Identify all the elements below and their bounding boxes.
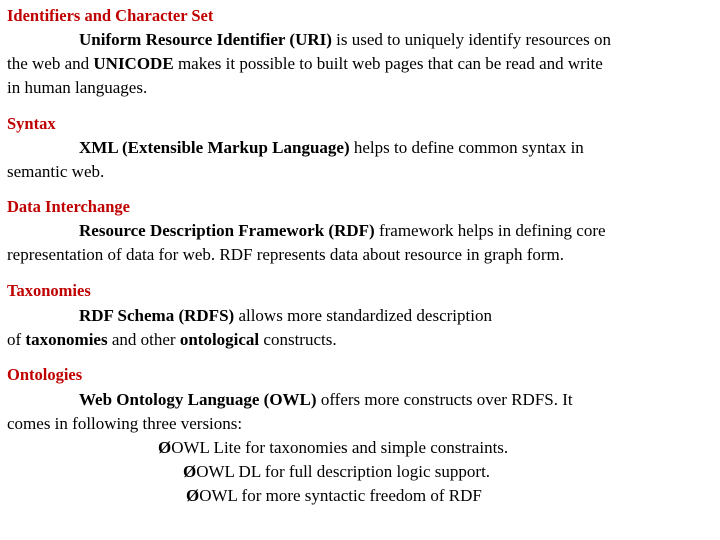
- bullet-text: OWL Lite for taxonomies and simple constraints.: [171, 438, 509, 457]
- section-title-data-interchange: Data Interchange: [7, 197, 130, 216]
- section-identifiers-line-1: [7, 28, 720, 52]
- term-ontological: ontological: [179, 330, 260, 349]
- text-span: allows more standardized description: [234, 306, 492, 325]
- section-data-interchange-line-1: [7, 219, 720, 243]
- section-ontologies-line-2: comes in following three versions:: [7, 414, 243, 433]
- text-span: makes it possible to built web pages that can be read and write: [173, 54, 603, 73]
- bullet-text: OWL DL for full description logic support.: [196, 462, 491, 481]
- text-span: helps to define common syntax in: [349, 138, 584, 157]
- section-identifiers-line-3: in human languages.: [7, 78, 148, 97]
- arrow-bullet-icon: Ø: [186, 486, 200, 505]
- text-span: framework helps in defining core: [374, 221, 606, 240]
- term-uri: Uniform Resource Identifier (URI): [79, 30, 332, 49]
- section-identifiers-line-2: [7, 52, 713, 76]
- text-span: the web and: [7, 54, 94, 73]
- section-title-identifiers: Identifiers and Character Set: [7, 6, 214, 25]
- term-xml: XML (Extensible Markup Language): [79, 138, 350, 157]
- text-span: constructs.: [259, 330, 337, 349]
- text-span: offers more constructs over RDFS. It: [316, 390, 573, 409]
- section-title-taxonomies: Taxonomies: [7, 281, 91, 300]
- term-unicode: UNICODE: [93, 54, 174, 73]
- section-syntax-line-1: [7, 136, 720, 160]
- bullet-text: OWL for more syntactic freedom of RDF: [199, 486, 482, 505]
- section-ontologies-line-1: [7, 388, 720, 412]
- section-taxonomies-line-2: [7, 328, 713, 352]
- text-span: is used to uniquely identify resources on: [331, 30, 611, 49]
- text-span: and other: [107, 330, 180, 349]
- term-rdfs: RDF Schema (RDFS): [79, 306, 235, 325]
- section-title-syntax: Syntax: [7, 114, 56, 133]
- term-rdf: Resource Description Framework (RDF): [79, 221, 375, 240]
- text-span: of: [7, 330, 26, 349]
- section-title-ontologies: Ontologies: [7, 365, 83, 384]
- bullet-item: [158, 436, 508, 460]
- term-owl: Web Ontology Language (OWL): [79, 390, 317, 409]
- term-taxonomies: taxonomies: [25, 330, 108, 349]
- bullet-item: [186, 484, 482, 508]
- arrow-bullet-icon: Ø: [183, 462, 197, 481]
- section-taxonomies-line-1: [7, 304, 720, 328]
- section-data-interchange-line-2: representation of data for web. RDF represents data about resource in graph form.: [7, 245, 565, 264]
- arrow-bullet-icon: Ø: [158, 438, 172, 457]
- bullet-item: [183, 460, 490, 484]
- section-syntax-line-2: semantic web.: [7, 162, 105, 181]
